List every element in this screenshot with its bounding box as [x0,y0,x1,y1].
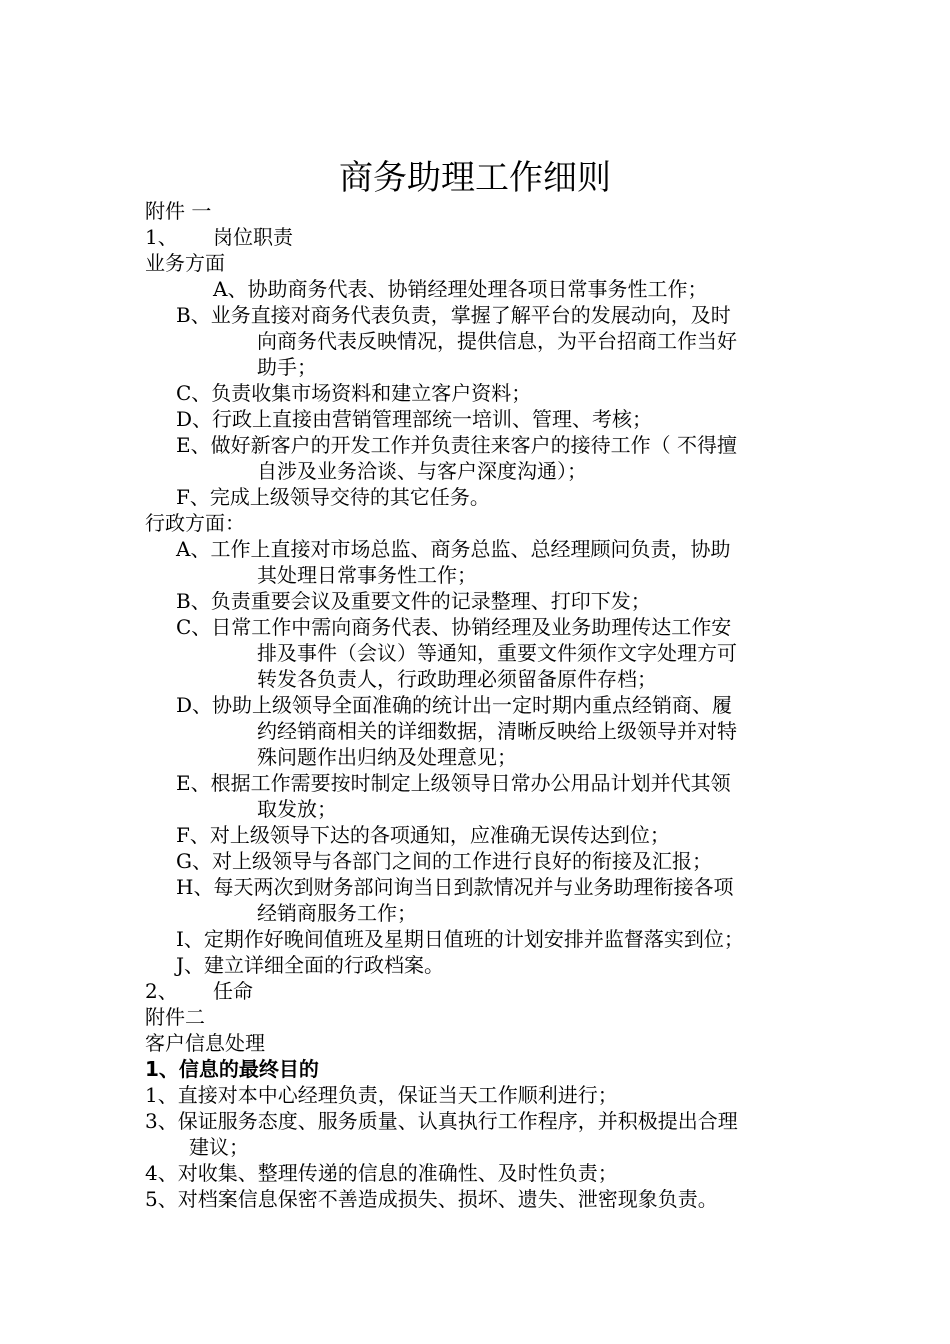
business-item-b: B、业务直接对商务代表负责，掌握了解平台的发展动向，及时 [176,303,731,327]
admin-item-g: G、对上级领导与各部门之间的工作进行良好的衔接及汇报； [176,849,712,873]
section-2-number: 2、 [145,979,178,1003]
business-item-f: F、完成上级领导交待的其它任务。 [176,485,490,509]
business-item-b-cont: 向商务代表反映情况，提供信息，为平台招商工作当好 [257,329,737,353]
admin-item-a: A、工作上直接对市场总监、商务总监、总经理顾问负责，协助 [176,537,731,561]
business-heading: 业务方面 [145,251,225,275]
admin-heading: 行政方面： [145,511,245,535]
business-item-e-cont: 自涉及业务洽谈、与客户深度沟通）； [257,459,587,483]
admin-item-a-cont: 其处理日常事务性工作； [257,563,477,587]
admin-item-e-cont: 取发放； [257,797,337,821]
goal-item-4: 4、对收集、整理传递的信息的准确性、及时性负责； [145,1161,618,1185]
attachment-one-label: 附件 一 [145,199,212,223]
admin-item-h: H、每天两次到财务部问询当日到款情况并与业务助理衔接各项 [176,875,734,899]
business-item-a: A、协助商务代表、协销经理处理各项日常事务性工作； [213,277,708,301]
business-item-b-cont: 助手； [257,355,317,379]
admin-item-c-cont: 转发各负责人，行政助理必须留备原件存档； [257,667,657,691]
customer-heading: 客户信息处理 [145,1031,265,1055]
goal-item-5: 5、对档案信息保密不善造成损失、损坏、遗失、泄密现象负责。 [145,1187,718,1211]
section-2-title: 任命 [213,979,253,1003]
admin-item-d-cont: 殊问题作出归纳及处理意见； [257,745,517,769]
goal-item-3: 3、保证服务态度、服务质量、认真执行工作程序，并积极提出合理 [145,1109,738,1133]
attachment-two-label: 附件二 [145,1005,205,1029]
business-item-c: C、负责收集市场资料和建立客户资料； [176,381,532,405]
admin-item-h-cont: 经销商服务工作； [257,901,417,925]
page-title: 商务助理工作细则 [339,158,611,198]
business-item-e: E、做好新客户的开发工作并负责往来客户的接待工作（ 不得擅 [176,433,737,457]
admin-item-j: J、建立详细全面的行政档案。 [176,953,445,977]
section-1-number: 1、 [145,225,178,249]
section-1-title: 岗位职责 [213,225,293,249]
admin-item-d: D、协助上级领导全面准确的统计出一定时期内重点经销商、履 [176,693,733,717]
admin-item-c-cont: 排及事件（会议）等通知，重要文件须作文字处理方可 [257,641,737,665]
admin-item-e: E、根据工作需要按时制定上级领导日常办公用品计划并代其领 [176,771,731,795]
business-item-d: D、行政上直接由营销管理部统一培训、管理、考核； [176,407,653,431]
goal-heading: 1、信息的最终目的 [145,1057,319,1081]
admin-item-i: I、定期作好晚间值班及星期日值班的计划安排并监督落实到位； [176,927,744,951]
goal-item-1: 1、直接对本中心经理负责，保证当天工作顺利进行； [145,1083,618,1107]
admin-item-d-cont: 约经销商相关的详细数据，清晰反映给上级领导并对特 [257,719,737,743]
admin-item-f: F、对上级领导下达的各项通知，应准确无误传达到位； [176,823,670,847]
goal-item-3-cont: 建议； [189,1135,249,1159]
admin-item-b: B、负责重要会议及重要文件的记录整理、打印下发； [176,589,651,613]
admin-item-c: C、日常工作中需向商务代表、协销经理及业务助理传达工作安 [176,615,732,639]
